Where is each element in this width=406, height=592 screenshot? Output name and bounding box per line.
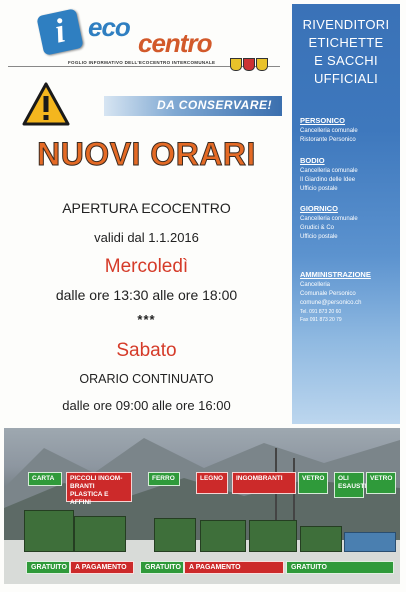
opening-heading: APERTURA ECOCENTRO [62,200,231,216]
container [300,526,342,552]
panel-section-bodio [300,156,398,194]
conserve-text: DA CONSERVARE! [156,98,272,112]
panel-section-personico [300,116,398,145]
ecocentro-photo [4,428,400,584]
panel-section-giornico [300,204,398,242]
separator: *** [137,312,156,327]
warning-icon [22,82,70,126]
section-line: Ufficio postale [300,234,338,240]
section-line: Ufficio postale [300,186,338,192]
panel-title-line: E SACCHI [314,53,378,68]
label-gratuito: GRATUITO [140,561,184,574]
section-line: Grudici & Co [300,225,335,231]
section-line: Cancelleria comunale [300,128,358,134]
label-ingombranti: INGOMBRANTI [232,472,296,494]
section-heading: BODIO [300,156,325,165]
label-legno: LEGNO [196,472,228,494]
section-line: Cancelleria [300,282,331,288]
label-a-pagamento: A PAGAMENTO [70,561,134,574]
label-vetro-2: VETRO [366,472,396,494]
fax-text: Fax 091 873 20 79 [300,317,342,323]
label-ferro: FERRO [148,472,180,486]
label-gratuito: GRATUITO [286,561,394,574]
label-oli-esausti: OLI ESAUSTI [334,472,364,498]
retailers-panel [292,4,400,424]
panel-title-line: ETICHETTE [308,35,384,50]
email-text: comune@personico.ch [300,300,362,306]
section-line: Cancelleria comunale [300,216,358,222]
info-i-icon: i [36,8,83,55]
day-saturday: Sabato [116,340,177,361]
section-line: Cancelleria comunale [300,168,358,174]
panel-title-line: UFFICIALI [313,71,379,86]
logo-eco-text: eco [88,12,130,42]
logo-subtitle: FOGLIO INFORMATIVO DELL'ECOCENTRO INTERCOMUNALE [68,60,216,65]
valid-from: validi dal 1.1.2016 [94,230,199,245]
crest-icon [243,58,255,71]
panel-section-amministrazione [300,270,398,324]
crest-icon [230,58,242,71]
continuous-hours-label: ORARIO CONTINUATO [79,372,214,386]
logo-centro-text: centro [138,28,212,58]
container [154,518,196,552]
container [344,532,396,552]
section-heading: GIORNICO [300,204,338,213]
section-heading: AMMINISTRAZIONE [300,270,371,279]
ecocentro-logo [8,6,280,66]
section-line: Comunale Personico [300,291,356,297]
municipal-crests [230,58,269,76]
panel-title-line: RIVENDITORI [302,17,390,32]
label-vetro: VETRO [298,472,328,494]
phone-text: Tel. 091 873 20 60 [300,309,342,315]
container [74,516,126,552]
headline: NUOVI ORARI [37,136,256,172]
section-line: Il Giardino delle Idee [300,177,356,183]
section-line: Ristorante Personico [300,137,356,143]
conserve-banner [104,96,282,116]
hours-wednesday: dalle ore 13:30 alle ore 18:00 [55,287,238,303]
crest-icon [256,58,268,71]
day-wednesday: Mercoledì [104,256,189,277]
container [24,510,74,552]
label-piccoli-ingombranti: PICCOLI INGOM-BRANTI PLASTICA E AFFINI [66,472,132,502]
container [200,520,246,552]
panel-title [292,16,400,88]
hours-saturday: dalle ore 09:00 alle ore 16:00 [62,398,231,413]
label-gratuito: GRATUITO [26,561,70,574]
container [249,520,297,552]
label-carta: CARTA [28,472,62,486]
section-heading: PERSONICO [300,116,346,125]
label-a-pagamento: A PAGAMENTO [184,561,284,574]
